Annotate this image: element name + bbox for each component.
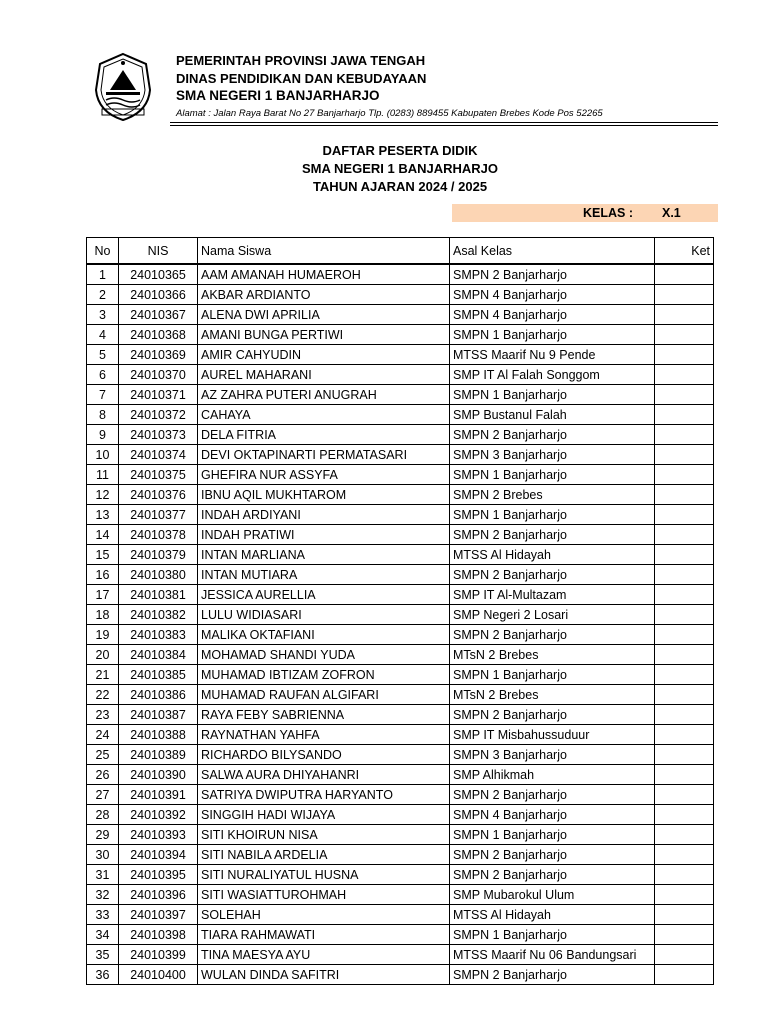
table-row (87, 465, 714, 485)
cell-no: 22 (87, 685, 119, 705)
cell-nis: 24010383 (119, 625, 198, 645)
table-row (87, 485, 714, 505)
cell-ket (655, 565, 714, 585)
document-title: DAFTAR PESERTA DIDIK (322, 143, 478, 158)
cell-nis: 24010377 (119, 505, 198, 525)
cell-nis: 24010387 (119, 705, 198, 725)
cell-asal: SMPN 1 Banjarharjo (450, 505, 655, 525)
cell-no: 18 (87, 605, 119, 625)
cell-no: 2 (87, 285, 119, 305)
cell-ket (655, 785, 714, 805)
cell-nis: 24010393 (119, 825, 198, 845)
cell-nis: 24010381 (119, 585, 198, 605)
cell-nis: 24010375 (119, 465, 198, 485)
table-row (87, 965, 714, 985)
table-row (87, 805, 714, 825)
table-row (87, 505, 714, 525)
cell-no: 10 (87, 445, 119, 465)
cell-asal: SMPN 1 Banjarharjo (450, 925, 655, 945)
cell-nama: AMANI BUNGA PERTIWI (198, 325, 450, 345)
cell-asal: SMPN 2 Banjarharjo (450, 965, 655, 985)
cell-asal: SMPN 3 Banjarharjo (450, 745, 655, 765)
cell-nama: SATRIYA DWIPUTRA HARYANTO (198, 785, 450, 805)
cell-no: 29 (87, 825, 119, 845)
cell-ket (655, 865, 714, 885)
cell-ket (655, 765, 714, 785)
cell-asal: SMPN 2 Banjarharjo (450, 625, 655, 645)
table-row (87, 305, 714, 325)
cell-nama: IBNU AQIL MUKHTAROM (198, 485, 450, 505)
header-divider-thick (170, 122, 718, 123)
cell-asal: MTSS Maarif Nu 06 Bandungsari (450, 945, 655, 965)
cell-nama: INTAN MUTIARA (198, 565, 450, 585)
cell-nis: 24010380 (119, 565, 198, 585)
cell-nama: MUHAMAD RAUFAN ALGIFARI (198, 685, 450, 705)
cell-ket (655, 625, 714, 645)
table-row (87, 605, 714, 625)
cell-asal: SMPN 2 Banjarharjo (450, 845, 655, 865)
cell-nis: 24010385 (119, 665, 198, 685)
cell-ket (655, 305, 714, 325)
cell-nis: 24010394 (119, 845, 198, 865)
cell-nama: TIARA RAHMAWATI (198, 925, 450, 945)
table-row (87, 705, 714, 725)
cell-ket (655, 285, 714, 305)
table-row (87, 325, 714, 345)
column-header-nis: NIS (119, 238, 198, 265)
kelas-value: X.1 (662, 206, 681, 220)
table-row (87, 385, 714, 405)
cell-nama: AKBAR ARDIANTO (198, 285, 450, 305)
cell-asal: SMP Negeri 2 Losari (450, 605, 655, 625)
cell-no: 32 (87, 885, 119, 905)
cell-nama: RAYA FEBY SABRIENNA (198, 705, 450, 725)
cell-ket (655, 264, 714, 285)
cell-nama: SITI WASIATTUROHMAH (198, 885, 450, 905)
cell-no: 13 (87, 505, 119, 525)
cell-nama: SITI NURALIYATUL HUSNA (198, 865, 450, 885)
column-header-no: No (87, 238, 119, 265)
cell-asal: SMP Bustanul Falah (450, 405, 655, 425)
cell-ket (655, 545, 714, 565)
cell-nis: 24010392 (119, 805, 198, 825)
cell-nama: CAHAYA (198, 405, 450, 425)
cell-asal: SMPN 1 Banjarharjo (450, 385, 655, 405)
kelas-label: KELAS : (583, 206, 633, 220)
table-row (87, 925, 714, 945)
cell-nis: 24010386 (119, 685, 198, 705)
cell-ket (655, 725, 714, 745)
cell-asal: SMPN 1 Banjarharjo (450, 665, 655, 685)
table-row (87, 445, 714, 465)
table-row (87, 585, 714, 605)
table-row (87, 345, 714, 365)
cell-asal: SMPN 2 Banjarharjo (450, 264, 655, 285)
cell-no: 6 (87, 365, 119, 385)
cell-asal: SMPN 2 Banjarharjo (450, 525, 655, 545)
cell-ket (655, 505, 714, 525)
cell-nama: SINGGIH HADI WIJAYA (198, 805, 450, 825)
cell-nama: TINA MAESYA AYU (198, 945, 450, 965)
table-row (87, 945, 714, 965)
cell-asal: SMP Mubarokul Ulum (450, 885, 655, 905)
cell-no: 28 (87, 805, 119, 825)
cell-asal: MTSS Al Hidayah (450, 905, 655, 925)
cell-ket (655, 825, 714, 845)
cell-no: 4 (87, 325, 119, 345)
cell-no: 5 (87, 345, 119, 365)
cell-no: 7 (87, 385, 119, 405)
cell-no: 26 (87, 765, 119, 785)
table-row (87, 285, 714, 305)
header-divider-thin (170, 125, 718, 126)
cell-no: 17 (87, 585, 119, 605)
cell-nama: MALIKA OKTAFIANI (198, 625, 450, 645)
table-row (87, 825, 714, 845)
cell-ket (655, 925, 714, 945)
provincial-emblem-logo (92, 50, 154, 124)
cell-nis: 24010391 (119, 785, 198, 805)
cell-asal: SMPN 1 Banjarharjo (450, 325, 655, 345)
cell-no: 25 (87, 745, 119, 765)
cell-asal: SMP IT Al Falah Songgom (450, 365, 655, 385)
table-row (87, 545, 714, 565)
cell-asal: MTsN 2 Brebes (450, 685, 655, 705)
cell-no: 12 (87, 485, 119, 505)
cell-ket (655, 805, 714, 825)
cell-ket (655, 405, 714, 425)
table-row (87, 885, 714, 905)
student-table (86, 237, 714, 985)
header-government-line: PEMERINTAH PROVINSI JAWA TENGAH (176, 53, 426, 68)
cell-no: 34 (87, 925, 119, 945)
cell-nama: INTAN MARLIANA (198, 545, 450, 565)
document-academic-year: TAHUN AJARAN 2024 / 2025 (312, 179, 488, 194)
cell-nama: SOLEHAH (198, 905, 450, 925)
cell-nama: AZ ZAHRA PUTERI ANUGRAH (198, 385, 450, 405)
cell-nis: 24010373 (119, 425, 198, 445)
cell-ket (655, 385, 714, 405)
cell-nis: 24010389 (119, 745, 198, 765)
header-address: Alamat : Jalan Raya Barat No 27 Banjarharjo Tlp. (0283) 889455 Kabupaten Brebes Kode Pos 52265 (176, 108, 603, 119)
table-row (87, 645, 714, 665)
table-row (87, 845, 714, 865)
cell-nis: 24010378 (119, 525, 198, 545)
cell-no: 20 (87, 645, 119, 665)
cell-ket (655, 665, 714, 685)
cell-ket (655, 525, 714, 545)
cell-ket (655, 885, 714, 905)
cell-ket (655, 585, 714, 605)
column-header-ket: Ket (655, 238, 714, 265)
cell-ket (655, 345, 714, 365)
table-row (87, 785, 714, 805)
header-school-name: SMA NEGERI 1 BANJARHARJO (176, 88, 380, 103)
cell-nis: 24010397 (119, 905, 198, 925)
cell-asal: SMPN 4 Banjarharjo (450, 805, 655, 825)
cell-nis: 24010369 (119, 345, 198, 365)
cell-no: 33 (87, 905, 119, 925)
cell-nama: DEVI OKTAPINARTI PERMATASARI (198, 445, 450, 465)
cell-nama: AUREL MAHARANI (198, 365, 450, 385)
cell-asal: MTsN 2 Brebes (450, 645, 655, 665)
cell-nama: INDAH PRATIWI (198, 525, 450, 545)
cell-ket (655, 945, 714, 965)
cell-ket (655, 425, 714, 445)
cell-no: 11 (87, 465, 119, 485)
cell-asal: SMPN 4 Banjarharjo (450, 305, 655, 325)
cell-nama: SALWA AURA DHIYAHANRI (198, 765, 450, 785)
table-row (87, 525, 714, 545)
cell-nis: 24010366 (119, 285, 198, 305)
cell-asal: SMPN 1 Banjarharjo (450, 465, 655, 485)
column-header-nama: Nama Siswa (198, 238, 450, 265)
cell-no: 30 (87, 845, 119, 865)
cell-nis: 24010398 (119, 925, 198, 945)
cell-ket (655, 485, 714, 505)
cell-nis: 24010374 (119, 445, 198, 465)
cell-nama: ALENA DWI APRILIA (198, 305, 450, 325)
cell-no: 8 (87, 405, 119, 425)
cell-no: 15 (87, 545, 119, 565)
cell-asal: MTSS Al Hidayah (450, 545, 655, 565)
table-row (87, 665, 714, 685)
cell-asal: SMPN 1 Banjarharjo (450, 825, 655, 845)
cell-nis: 24010395 (119, 865, 198, 885)
cell-nama: LULU WIDIASARI (198, 605, 450, 625)
cell-nis: 24010367 (119, 305, 198, 325)
cell-nis: 24010390 (119, 765, 198, 785)
cell-asal: MTSS Maarif Nu 9 Pende (450, 345, 655, 365)
cell-nis: 24010399 (119, 945, 198, 965)
table-row (87, 685, 714, 705)
cell-ket (655, 645, 714, 665)
cell-asal: SMP IT Al-Multazam (450, 585, 655, 605)
cell-nis: 24010372 (119, 405, 198, 425)
cell-nis: 24010379 (119, 545, 198, 565)
cell-no: 27 (87, 785, 119, 805)
cell-no: 3 (87, 305, 119, 325)
cell-nis: 24010384 (119, 645, 198, 665)
cell-ket (655, 325, 714, 345)
cell-nama: MOHAMAD SHANDI YUDA (198, 645, 450, 665)
cell-nama: SITI KHOIRUN NISA (198, 825, 450, 845)
cell-nis: 24010376 (119, 485, 198, 505)
cell-no: 9 (87, 425, 119, 445)
cell-ket (655, 465, 714, 485)
table-row (87, 264, 714, 285)
cell-asal: SMPN 2 Banjarharjo (450, 565, 655, 585)
table-row (87, 765, 714, 785)
cell-nis: 24010388 (119, 725, 198, 745)
cell-nama: RAYNATHAN YAHFA (198, 725, 450, 745)
table-row (87, 725, 714, 745)
cell-asal: SMPN 3 Banjarharjo (450, 445, 655, 465)
cell-ket (655, 685, 714, 705)
document-school: SMA NEGERI 1 BANJARHARJO (302, 161, 498, 176)
cell-ket (655, 845, 714, 865)
cell-no: 24 (87, 725, 119, 745)
cell-no: 1 (87, 264, 119, 285)
table-row (87, 425, 714, 445)
cell-no: 14 (87, 525, 119, 545)
cell-nama: RICHARDO BILYSANDO (198, 745, 450, 765)
cell-nama: WULAN DINDA SAFITRI (198, 965, 450, 985)
cell-nama: INDAH ARDIYANI (198, 505, 450, 525)
cell-asal: SMPN 2 Banjarharjo (450, 705, 655, 725)
table-row (87, 905, 714, 925)
cell-no: 21 (87, 665, 119, 685)
cell-no: 23 (87, 705, 119, 725)
table-row (87, 405, 714, 425)
cell-nis: 24010396 (119, 885, 198, 905)
cell-nama: MUHAMAD IBTIZAM ZOFRON (198, 665, 450, 685)
cell-nis: 24010400 (119, 965, 198, 985)
cell-asal: SMPN 2 Banjarharjo (450, 865, 655, 885)
cell-ket (655, 745, 714, 765)
cell-asal: SMP Alhikmah (450, 765, 655, 785)
cell-asal: SMPN 2 Brebes (450, 485, 655, 505)
cell-nis: 24010371 (119, 385, 198, 405)
table-row (87, 565, 714, 585)
cell-nama: SITI NABILA ARDELIA (198, 845, 450, 865)
cell-asal: SMP IT Misbahussuduur (450, 725, 655, 745)
cell-nama: GHEFIRA NUR ASSYFA (198, 465, 450, 485)
table-row (87, 625, 714, 645)
cell-no: 35 (87, 945, 119, 965)
cell-ket (655, 705, 714, 725)
cell-ket (655, 965, 714, 985)
cell-nama: AAM AMANAH HUMAEROH (198, 264, 450, 285)
cell-nama: AMIR CAHYUDIN (198, 345, 450, 365)
cell-asal: SMPN 2 Banjarharjo (450, 785, 655, 805)
cell-ket (655, 365, 714, 385)
cell-ket (655, 905, 714, 925)
table-row (87, 365, 714, 385)
table-header-row (87, 238, 714, 265)
cell-asal: SMPN 4 Banjarharjo (450, 285, 655, 305)
cell-nama: JESSICA AURELLIA (198, 585, 450, 605)
cell-nis: 24010370 (119, 365, 198, 385)
header-department-line: DINAS PENDIDIKAN DAN KEBUDAYAAN (176, 71, 427, 86)
cell-nis: 24010382 (119, 605, 198, 625)
cell-ket (655, 445, 714, 465)
cell-asal: SMPN 2 Banjarharjo (450, 425, 655, 445)
cell-no: 19 (87, 625, 119, 645)
cell-ket (655, 605, 714, 625)
cell-nama: DELA FITRIA (198, 425, 450, 445)
table-row (87, 865, 714, 885)
cell-nis: 24010365 (119, 264, 198, 285)
cell-no: 16 (87, 565, 119, 585)
cell-no: 36 (87, 965, 119, 985)
cell-nis: 24010368 (119, 325, 198, 345)
column-header-asal: Asal Kelas (450, 238, 655, 265)
cell-no: 31 (87, 865, 119, 885)
table-row (87, 745, 714, 765)
